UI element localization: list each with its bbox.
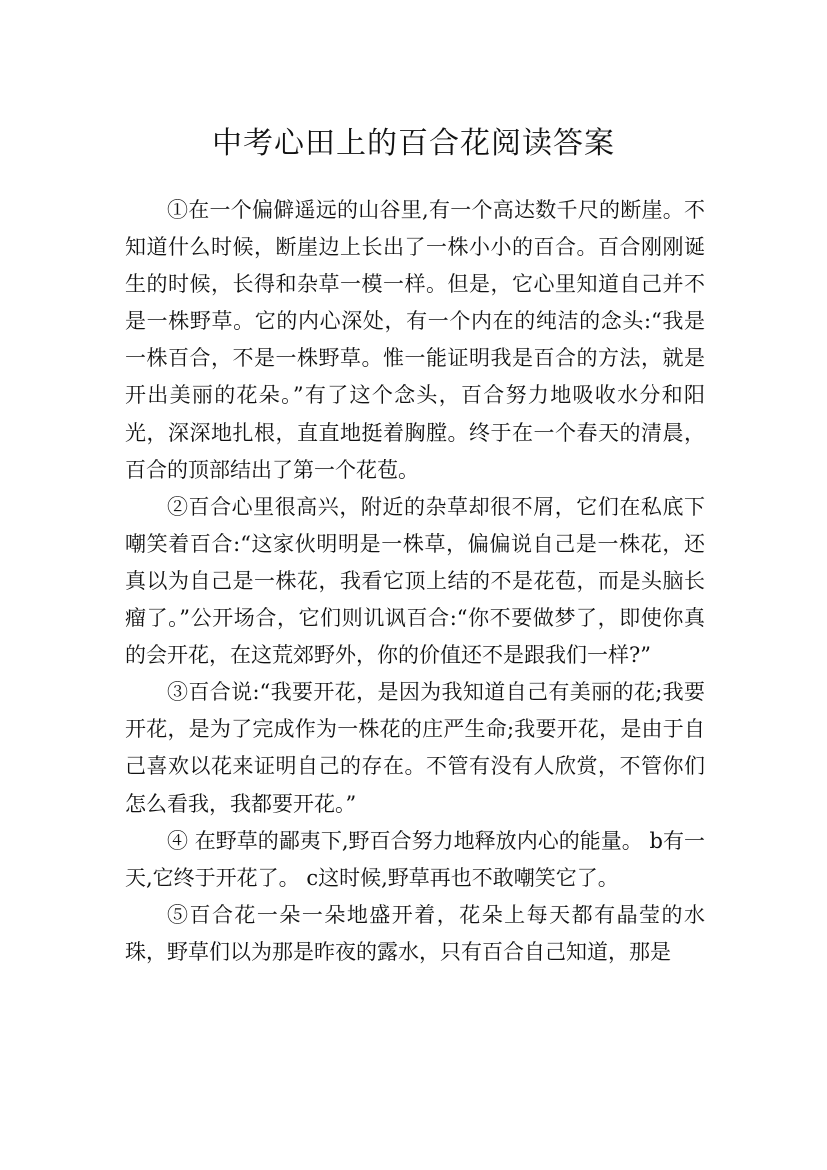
paragraph-2: ②百合心里很高兴，附近的杂草却很不屑，它们在私底下嘲笑着百合:“这家伙明明是一株草，偏偏说自己是一株花，还真以为自己是一株花，我看它顶上结的不是花苞，而是头脑长瘤了。”公开场合，它们则讥讽百合:“你不要做梦了，即使你真的会开花，在这荒郊野外，你的价值还不是跟我们一样?” [125,494,705,668]
paragraph-5: ⑤百合花一朵一朵地盛开着，花朵上每天都有晶莹的水珠，野草们以为那是昨夜的露水，只有百合自己知道，那是 [125,902,705,964]
paragraph-3: ③百合说:“我要开花，是因为我知道自己有美丽的花;我要开花，是为了完成作为一株花的庄严生命;我要开花，是由于自己喜欢以花来证明自己的存在。不管有没有人欣赏，不管你们怎么看我，我都要开花。” [125,680,705,816]
document-body [125,192,705,971]
paragraph-4: ④ 在野草的鄙夷下,野百合努力地释放内心的能量。 b有一天,它终于开花了。 c这时候,野草再也不敢嘲笑它了。 [125,828,705,890]
paragraph-1: ①在一个偏僻遥远的山谷里,有一个高达数千尺的断崖。不知道什么时候，断崖边上长出了一株小小的百合。百合刚刚诞生的时候，长得和杂草一模一样。但是，它心里知道自己并不是一株野草。它的内心深处，有一个内在的纯洁的念头:“我是一株百合，不是一株野草。惟一能证明我是百合的方法，就是开出美丽的花朵。”有了这个念头，百合努力地吸收水分和阳光，深深地扎根，直直地挺着胸膛。终于在一个春天的清晨，百合的顶部结出了第一个花苞。 [125,198,705,482]
document-title: 中考心田上的百合花阅读答案 [212,126,615,162]
